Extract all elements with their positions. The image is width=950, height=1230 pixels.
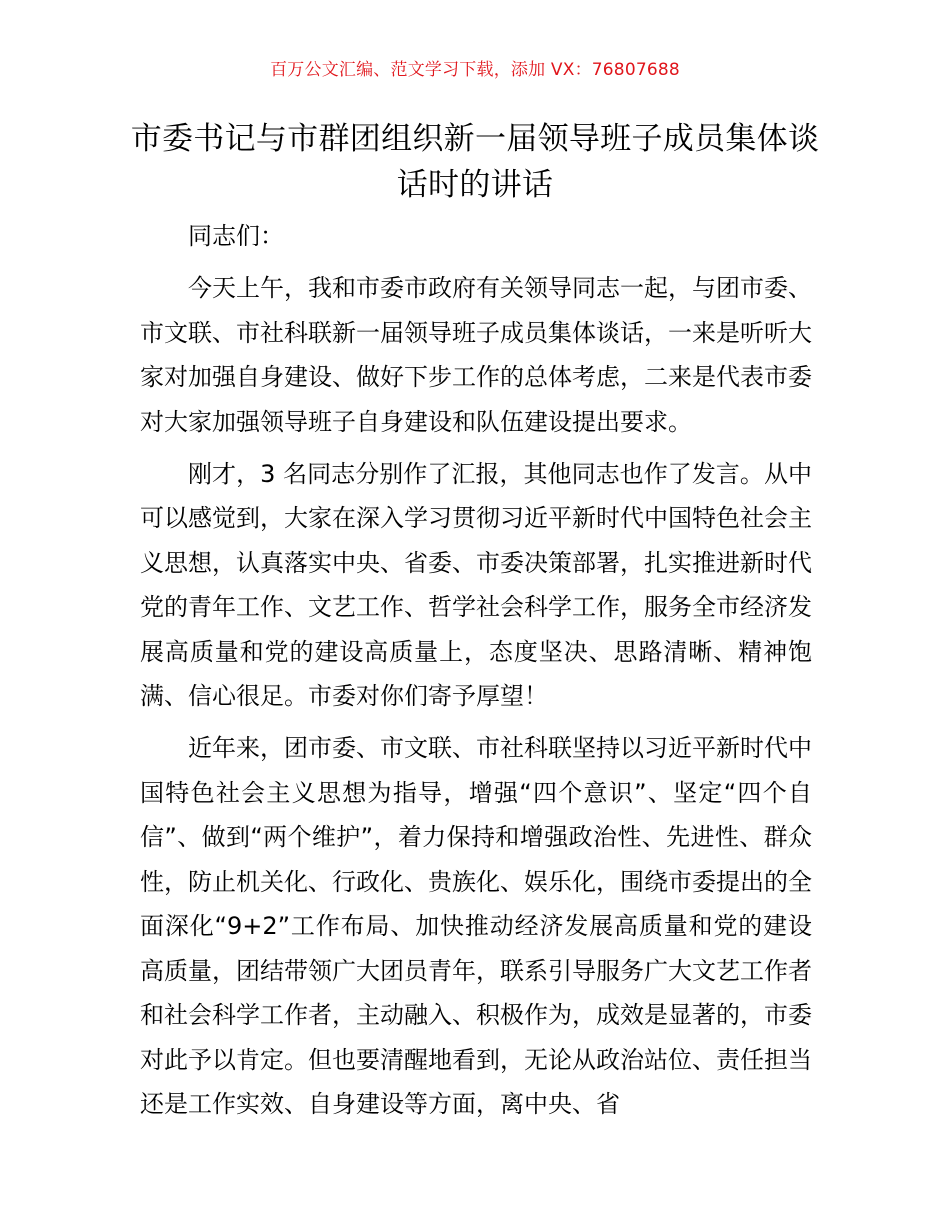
watermark-header-note: 百万公文汇编、范文学习下载，添加 VX：76807688 (270, 60, 680, 80)
document-body (140, 214, 812, 1134)
salutation: 同志们： (188, 222, 284, 250)
paragraph-3: 近年来，团市委、市文联、市社科联坚持以习近平新时代中国特色社会主义思想为指导，增强“四个意识”、坚定“四个自信”、做到“两个维护”，着力保持和增强政治性、先进性、群众性，防止机关化、行政化、贵族化、娱乐化，围绕市委提出的全面深化“9+2”工作布局、加快推动经济发展高质量和党的建设高质量，团结带领广大团员青年，联系引导服务广大文艺工作者和社会科学工作者，主动融入、积极作为，成效是显著的，市委对此予以肯定。但也要清醒地看到，无论从政治站位、责任担当还是工作实效、自身建设等方面，离中央、省 (140, 734, 812, 1118)
paragraph-1: 今天上午，我和市委市政府有关领导同志一起，与团市委、市文联、市社科联新一届领导班子成员集体谈话，一来是听听大家对加强自身建设、做好下步工作的总体考虑，二来是代表市委对大家加强领导班子自身建设和队伍建设提出要求。 (140, 274, 812, 436)
paragraph-2: 刚才，3 名同志分别作了汇报，其他同志也作了发言。从中可以感觉到，大家在深入学习贯彻习近平新时代中国特色社会主义思想，认真落实中央、省委、市委决策部署，扎实推进新时代党的青年工作、文艺工作、哲学社会科学工作，服务全市经济发展高质量和党的建设高质量上，态度坚决、思路清晰、精神饱满、信心很足。市委对你们寄予厚望！ (140, 459, 812, 710)
document-title: 市委书记与市群团组织新一届领导班子成员集体谈话时的讲话 (130, 121, 820, 203)
